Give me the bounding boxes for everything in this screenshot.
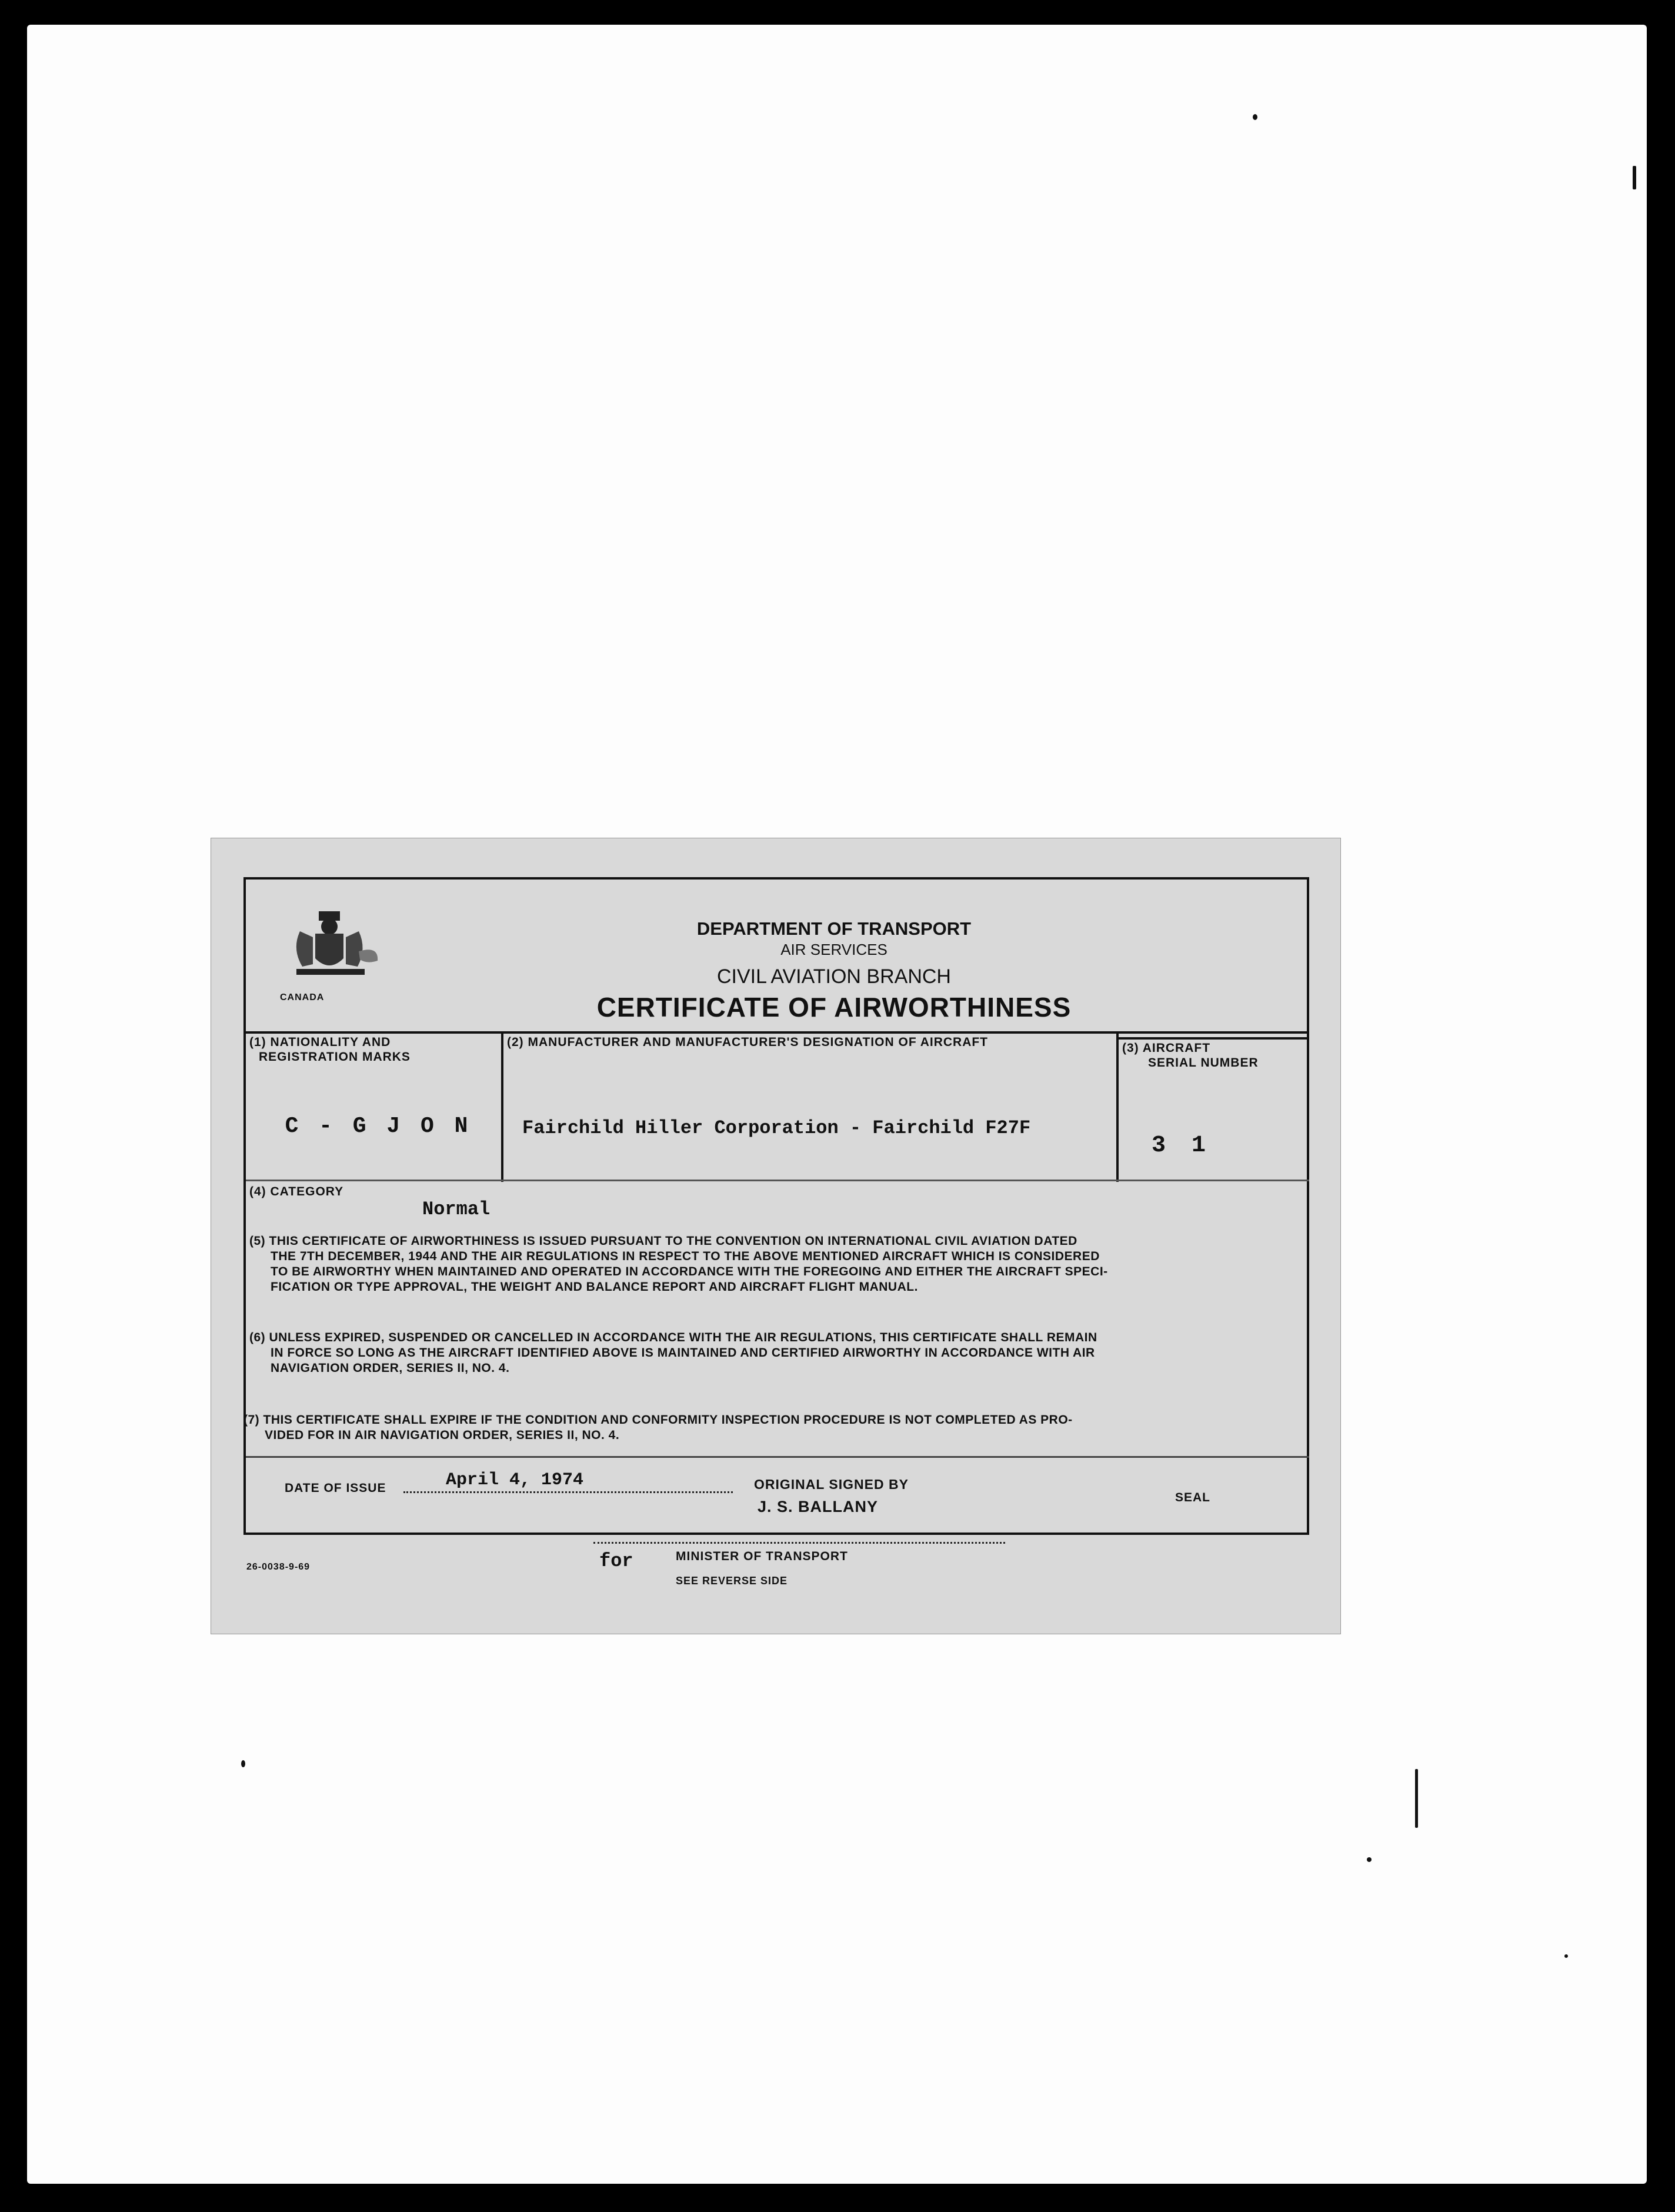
clause-line: IN FORCE SO LONG AS THE AIRCRAFT IDENTIFIED ABOVE IS MAINTAINED AND CERTIFIED AIRWORTHY IN ACCORDANCE WITH AIR [271, 1346, 1095, 1360]
divider [501, 1031, 503, 1182]
serial-label-line: SERIAL NUMBER [1148, 1056, 1259, 1070]
signatory-name: J. S. BALLANY [758, 1498, 879, 1515]
date-line [403, 1491, 733, 1493]
category-value: Normal [422, 1198, 491, 1220]
nationality-label [249, 1035, 411, 1064]
scan-speck [1415, 1769, 1418, 1828]
clause-5 [249, 1234, 1308, 1295]
date-of-issue-label: DATE OF ISSUE [285, 1481, 386, 1495]
service-heading: AIR SERVICES [780, 941, 887, 958]
branch-heading: CIVIL AVIATION BRANCH [716, 965, 951, 988]
certificate-frame [243, 877, 1309, 1535]
canada-coat-of-arms-icon [279, 908, 385, 984]
clause-line: (7) THIS CERTIFICATE SHALL EXPIRE IF THE CONDITION AND CONFORMITY INSPECTION PROCEDURE IS NOT COMPLETED AS PRO- [243, 1413, 1073, 1427]
canada-label: CANADA [280, 992, 325, 1002]
scan-speck [1367, 1857, 1372, 1862]
minister-label: MINISTER OF TRANSPORT [676, 1550, 848, 1563]
divider [1119, 1037, 1309, 1040]
nationality-label-line: REGISTRATION MARKS [259, 1050, 411, 1064]
divider [1116, 1034, 1119, 1182]
clause-6 [249, 1330, 1308, 1376]
divider [246, 1456, 1309, 1458]
clause-line: VIDED FOR IN AIR NAVIGATION ORDER, SERIES II, NO. 4. [265, 1428, 620, 1442]
clause-line: TO BE AIRWORTHY WHEN MAINTAINED AND OPERATED IN ACCORDANCE WITH THE FOREGOING AND EITHER THE AIRCRAFT SPECI- [271, 1265, 1108, 1278]
serial-number-label [1122, 1041, 1259, 1070]
clause-7 [243, 1413, 1308, 1443]
registration-marks-value: C - G J O N [285, 1114, 472, 1139]
certificate-title: CERTIFICATE OF AIRWORTHINESS [596, 992, 1072, 1022]
divider [246, 1031, 1309, 1034]
date-of-issue-value: April 4, 1974 [446, 1470, 584, 1490]
scan-speck [1564, 1954, 1568, 1958]
for-text: for [599, 1550, 633, 1572]
see-reverse-note: SEE REVERSE SIDE [676, 1575, 788, 1587]
scan-speck [1253, 114, 1257, 120]
clause-line: FICATION OR TYPE APPROVAL, THE WEIGHT AND BALANCE REPORT AND AIRCRAFT FLIGHT MANUAL. [271, 1280, 918, 1294]
scan-speck [241, 1760, 245, 1767]
manufacturer-label: (2) MANUFACTURER AND MANUFACTURER'S DESIGNATION OF AIRCRAFT [507, 1035, 989, 1049]
airworthiness-certificate [211, 838, 1341, 1634]
scan-speck [1633, 166, 1636, 189]
category-label: (4) CATEGORY [249, 1185, 344, 1198]
clause-line: NAVIGATION ORDER, SERIES II, NO. 4. [271, 1361, 510, 1375]
serial-number-value: 3 1 [1152, 1132, 1212, 1159]
clause-line: THE 7TH DECEMBER, 1944 AND THE AIR REGULATIONS IN RESPECT TO THE ABOVE MENTIONED AIRCRAFT WHICH IS CONSIDERED [271, 1250, 1100, 1263]
manufacturer-value: Fairchild Hiller Corporation - Fairchild F27F [522, 1117, 1031, 1139]
seal-label: SEAL [1175, 1491, 1211, 1504]
serial-label-line: (3) AIRCRAFT [1122, 1041, 1211, 1055]
clause-line: (5) THIS CERTIFICATE OF AIRWORTHINESS IS ISSUED PURSUANT TO THE CONVENTION ON INTERNATIONAL CIVIL AVIATION DATED [249, 1234, 1077, 1248]
divider [246, 1180, 1309, 1181]
nationality-label-line: (1) NATIONALITY AND [249, 1035, 391, 1049]
clause-line: (6) UNLESS EXPIRED, SUSPENDED OR CANCELLED IN ACCORDANCE WITH THE AIR REGULATIONS, THIS CERTIFICATE SHALL REMAIN [249, 1331, 1097, 1344]
department-heading: DEPARTMENT OF TRANSPORT [696, 918, 972, 939]
form-number: 26-0038-9-69 [246, 1562, 311, 1572]
signature-line [593, 1542, 1005, 1544]
original-signed-label: ORIGINAL SIGNED BY [754, 1477, 909, 1492]
